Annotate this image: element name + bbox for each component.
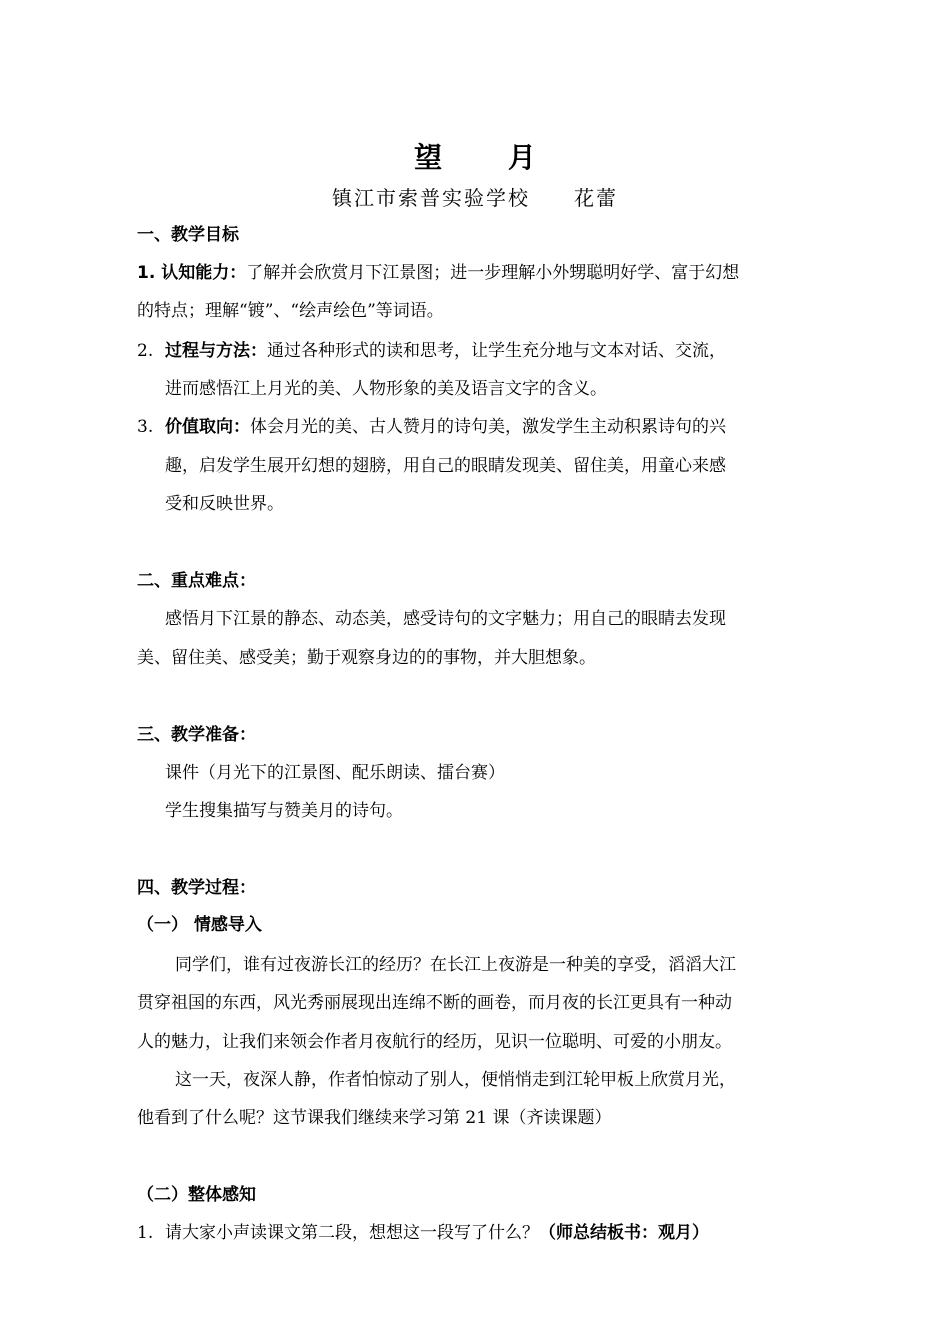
objective-3-number: 3. <box>137 417 154 437</box>
section-heading-process: 四、教学过程： <box>137 878 256 898</box>
school-name: 镇江市索普实验学校 <box>332 186 530 210</box>
section-heading-preparation: 三、教学准备： <box>137 725 256 745</box>
question-1-number: 1. <box>137 1223 154 1243</box>
objective-1-line-2: 的特点；理解“镀”、“绘声绘色”等词语。 <box>137 301 444 321</box>
objective-3-line-1: 价值取向：体会月光的美、古人赞月的诗句美，激发学生主动积累诗句的兴 <box>165 417 726 437</box>
intro-paragraph-1-line-1: 同学们，谁有过夜游长江的经历？在长江上夜游是一种美的享受，滔滔大江 <box>175 955 736 975</box>
intro-paragraph-1-line-3: 人的魅力，让我们来领会作者月夜航行的经历，见识一位聪明、可爱的小朋友。 <box>137 1032 732 1052</box>
intro-paragraph-2-line-2: 他看到了什么呢？这节课我们继续来学习第 21 课（齐读课题） <box>137 1108 612 1128</box>
subheading-overall-perception: （二）整体感知 <box>137 1185 256 1205</box>
author-name: 花蕾 <box>574 186 618 210</box>
section-heading-objectives: 一、教学目标 <box>137 225 239 245</box>
key-points-line-1: 感悟月下江景的静态、动态美，感受诗句的文字魅力；用自己的眼睛去发现 <box>165 609 726 629</box>
objective-1-line-1: 1. 认知能力：了解并会欣赏月下江景图；进一步理解小外甥聪明好学、富于幻想 <box>137 263 740 283</box>
intro-paragraph-2-line-1: 这一天，夜深人静，作者怕惊动了别人，便悄悄走到江轮甲板上欣赏月光， <box>175 1070 736 1090</box>
preparation-line-1: 课件（月光下的江景图、配乐朗读、擂台赛） <box>165 763 505 783</box>
section-heading-key-points: 二、重点难点： <box>137 571 256 591</box>
objective-2-line-1: 过程与方法：通过各种形式的读和思考，让学生充分地与文本对话、交流， <box>165 341 726 361</box>
objective-2-number: 2. <box>137 341 154 361</box>
intro-paragraph-1-line-2: 贯穿祖国的东西，风光秀丽展现出连绵不断的画卷，而月夜的长江更具有一种动 <box>137 993 732 1013</box>
preparation-line-2: 学生搜集描写与赞美月的诗句。 <box>165 801 403 821</box>
objective-3-line-2: 趣，启发学生展开幻想的翅膀，用自己的眼睛发现美、留住美，用童心来感 <box>165 456 726 476</box>
key-points-line-2: 美、留住美、感受美；勤于观察身边的的事物，并大胆想象。 <box>137 648 596 668</box>
subheading-introduction: （一） 情感导入 <box>137 915 262 935</box>
question-1-text: 请大家小声读课文第二段，想想这一段写了什么？（师总结板书：观月） <box>165 1223 709 1243</box>
objective-2-line-2: 进而感悟江上月光的美、人物形象的美及语言文字的含义。 <box>165 379 607 399</box>
byline <box>0 182 950 211</box>
page-title: 望 月 <box>414 141 564 174</box>
objective-3-line-3: 受和反映世界。 <box>165 494 284 514</box>
